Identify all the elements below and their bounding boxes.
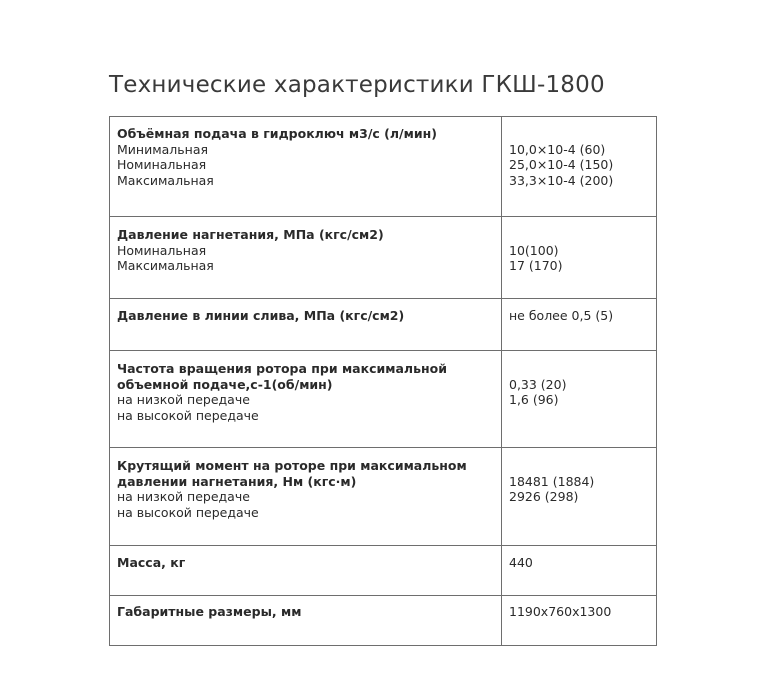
parameter-subitem: Минимальная (117, 141, 209, 157)
value-cell (502, 351, 657, 448)
parameter-title: Габаритные размеры, мм (117, 604, 302, 619)
page-title: Технические характеристики ГКШ-1800 (109, 72, 605, 98)
value-cell (502, 596, 657, 646)
value-cell (502, 299, 657, 351)
parameter-subitem: Номинальная (117, 242, 207, 258)
table-row (110, 217, 657, 299)
parameter-title: Крутящий момент на роторе при максимальном (117, 458, 467, 473)
parameter-cell (110, 546, 502, 596)
parameter-title: объемной подаче,с-1(об/мин) (117, 376, 333, 392)
value-text: 1190х760х1300 (509, 604, 612, 619)
table-row (110, 117, 657, 217)
value-text: 10(100) (509, 242, 559, 258)
parameter-title: Давление в линии слива, МПа (кгс/см2) (117, 308, 405, 323)
parameter-subitem: на низкой передаче (117, 489, 250, 504)
value-text: не более 0,5 (5) (509, 308, 614, 323)
specifications-table (109, 116, 657, 646)
parameter-cell (110, 351, 502, 448)
value-text: 18481 (1884) (509, 473, 595, 489)
value-text: 0,33 (20) (509, 376, 567, 392)
value-text: 33,3×10-4 (200) (509, 172, 614, 188)
value-cell (502, 117, 657, 217)
parameter-cell (110, 448, 502, 546)
parameter-subitem: на высокой передаче (117, 407, 259, 423)
value-cell (502, 448, 657, 546)
value-text: 2926 (298) (509, 489, 579, 504)
value-text: 440 (509, 555, 533, 570)
parameter-subitem: Номинальная (117, 157, 207, 172)
parameter-title: Масса, кг (117, 555, 186, 570)
table-row (110, 299, 657, 351)
value-cell (502, 217, 657, 299)
value-cell (502, 546, 657, 596)
value-text: 25,0×10-4 (150) (509, 157, 614, 172)
parameter-subitem: Максимальная (117, 258, 214, 273)
parameter-cell (110, 596, 502, 646)
parameter-title: давлении нагнетания, Нм (кгс·м) (117, 473, 357, 489)
table-row (110, 351, 657, 448)
table-row (110, 448, 657, 546)
parameter-subitem: на низкой передаче (117, 392, 250, 407)
value-text: 17 (170) (509, 258, 563, 273)
parameter-subitem: на высокой передаче (117, 504, 259, 520)
parameter-title: Объёмная подача в гидроключ м3/с (л/мин) (117, 126, 437, 141)
value-text: 10,0×10-4 (60) (509, 141, 606, 157)
parameter-cell (110, 217, 502, 299)
parameter-cell (110, 299, 502, 351)
parameter-cell (110, 117, 502, 217)
parameter-subitem: Максимальная (117, 172, 214, 188)
parameter-title: Частота вращения ротора при максимальной (117, 361, 447, 376)
table-row (110, 596, 657, 646)
specifications-table-body (110, 117, 657, 646)
value-text: 1,6 (96) (509, 392, 559, 407)
parameter-title: Давление нагнетания, МПа (кгс/см2) (117, 227, 384, 242)
table-row (110, 546, 657, 596)
